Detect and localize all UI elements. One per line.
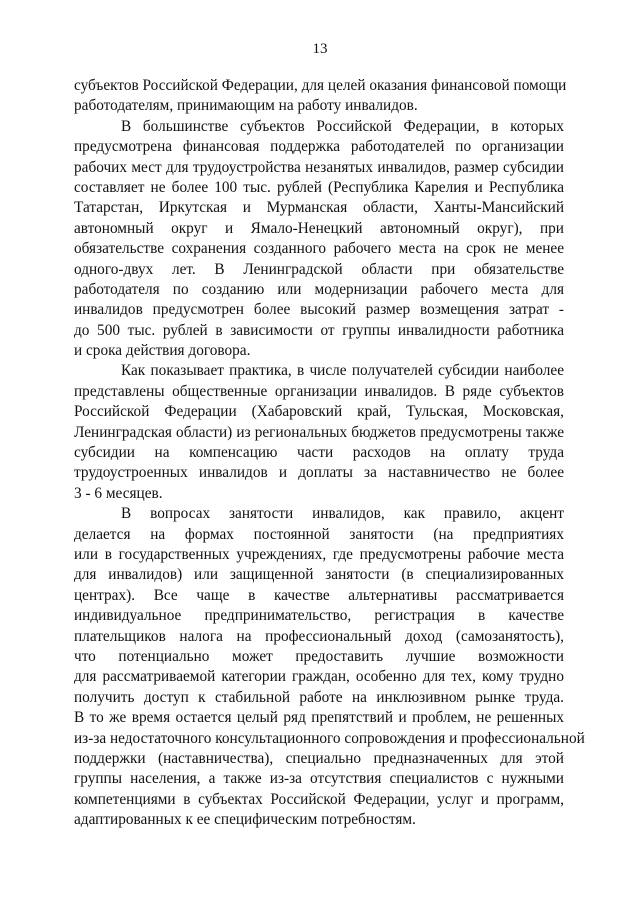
text-line: предусмотрена финансовая поддержка работодателей по организации <box>74 138 564 156</box>
text-line: из-за недостаточного консультационного сопровождения и профессиональной <box>74 729 585 747</box>
text-line: Российской Федерации (Хабаровский край, Тульская, Московская, <box>74 403 564 421</box>
text-line: адаптированных к ее специфическим потребностям. <box>74 811 416 829</box>
text-line: для рассматриваемой категории граждан, особенно для тех, кому трудно <box>74 668 564 686</box>
text-line: Как показывает практика, в числе получателей субсидии наиболее <box>121 362 564 380</box>
text-line: до 500 тыс. рублей в зависимости от группы инвалидности работника <box>74 321 564 339</box>
text-line: поддержки (наставничества), специально предназначенных для этой <box>74 749 564 767</box>
text-line: плательщиков налога на профессиональный доход (самозанятость), <box>74 627 564 645</box>
text-line: компетенциями в субъектах Российской Федерации, услуг и программ, <box>74 790 564 808</box>
text-line: Ленинградская области) из региональных бюджетов предусмотрены также <box>74 423 564 441</box>
text-line: представлены общественные организации инвалидов. В ряде субъектов <box>74 382 564 400</box>
text-line: Татарстан, Иркутская и Мурманская области, Ханты-Мансийский <box>74 199 564 217</box>
text-line: автономный округ и Ямало-Ненецкий автономный округ), при <box>74 219 564 237</box>
page-number: 13 <box>312 41 328 57</box>
text-line: получить доступ к стабильной работе на инклюзивном рынке труда. <box>74 688 564 706</box>
text-line: для инвалидов) или защищенной занятости (в специализированных <box>74 566 564 584</box>
text-line: 3 - 6 месяцев. <box>74 484 163 502</box>
text-line: делается на формах постоянной занятости (на предприятиях <box>74 525 564 543</box>
text-line: работодателя по созданию или модернизации рабочего места для <box>74 280 564 298</box>
text-line: рабочих мест для трудоустройства незанятых инвалидов, размер субсидии <box>74 158 564 176</box>
text-line: В большинстве субъектов Российской Федерации, в которых <box>121 117 564 135</box>
text-line: группы населения, а также из-за отсутствия специалистов с нужными <box>74 770 564 788</box>
text-line: или в государственных учреждениях, где предусмотрены рабочие места <box>74 545 564 563</box>
text-line: В то же время остается целый ряд препятствий и проблем, не решенных <box>74 709 564 727</box>
text-line: обязательстве сохранения созданного рабочего места на срок не менее <box>74 240 564 258</box>
text-line: субсидии на компенсацию части расходов на оплату труда <box>74 444 564 462</box>
text-line: В вопросах занятости инвалидов, как правило, акцент <box>121 505 564 523</box>
text-line: инвалидов предусмотрен более высокий размер возмещения затрат - <box>74 301 564 319</box>
text-line: что потенциально может предоставить лучшие возможности <box>74 647 564 665</box>
text-line: одного-двух лет. В Ленинградской области при обязательстве <box>74 260 564 278</box>
text-line: центрах). Все чаще в качестве альтернативы рассматривается <box>74 586 564 604</box>
text-line: трудоустроенных инвалидов и доплаты за наставничество не более <box>74 464 564 482</box>
text-line: и срока действия договора. <box>74 342 251 360</box>
body-text <box>74 76 585 830</box>
text-line: работодателям, принимающим на работу инвалидов. <box>74 97 418 115</box>
text-line: составляет не более 100 тыс. рублей (Республика Карелия и Республика <box>74 178 564 196</box>
text-line: субъектов Российской Федерации, для целей оказания финансовой помощи <box>74 77 567 94</box>
text-line: индивидуальное предпринимательство, регистрация в качестве <box>74 607 564 625</box>
